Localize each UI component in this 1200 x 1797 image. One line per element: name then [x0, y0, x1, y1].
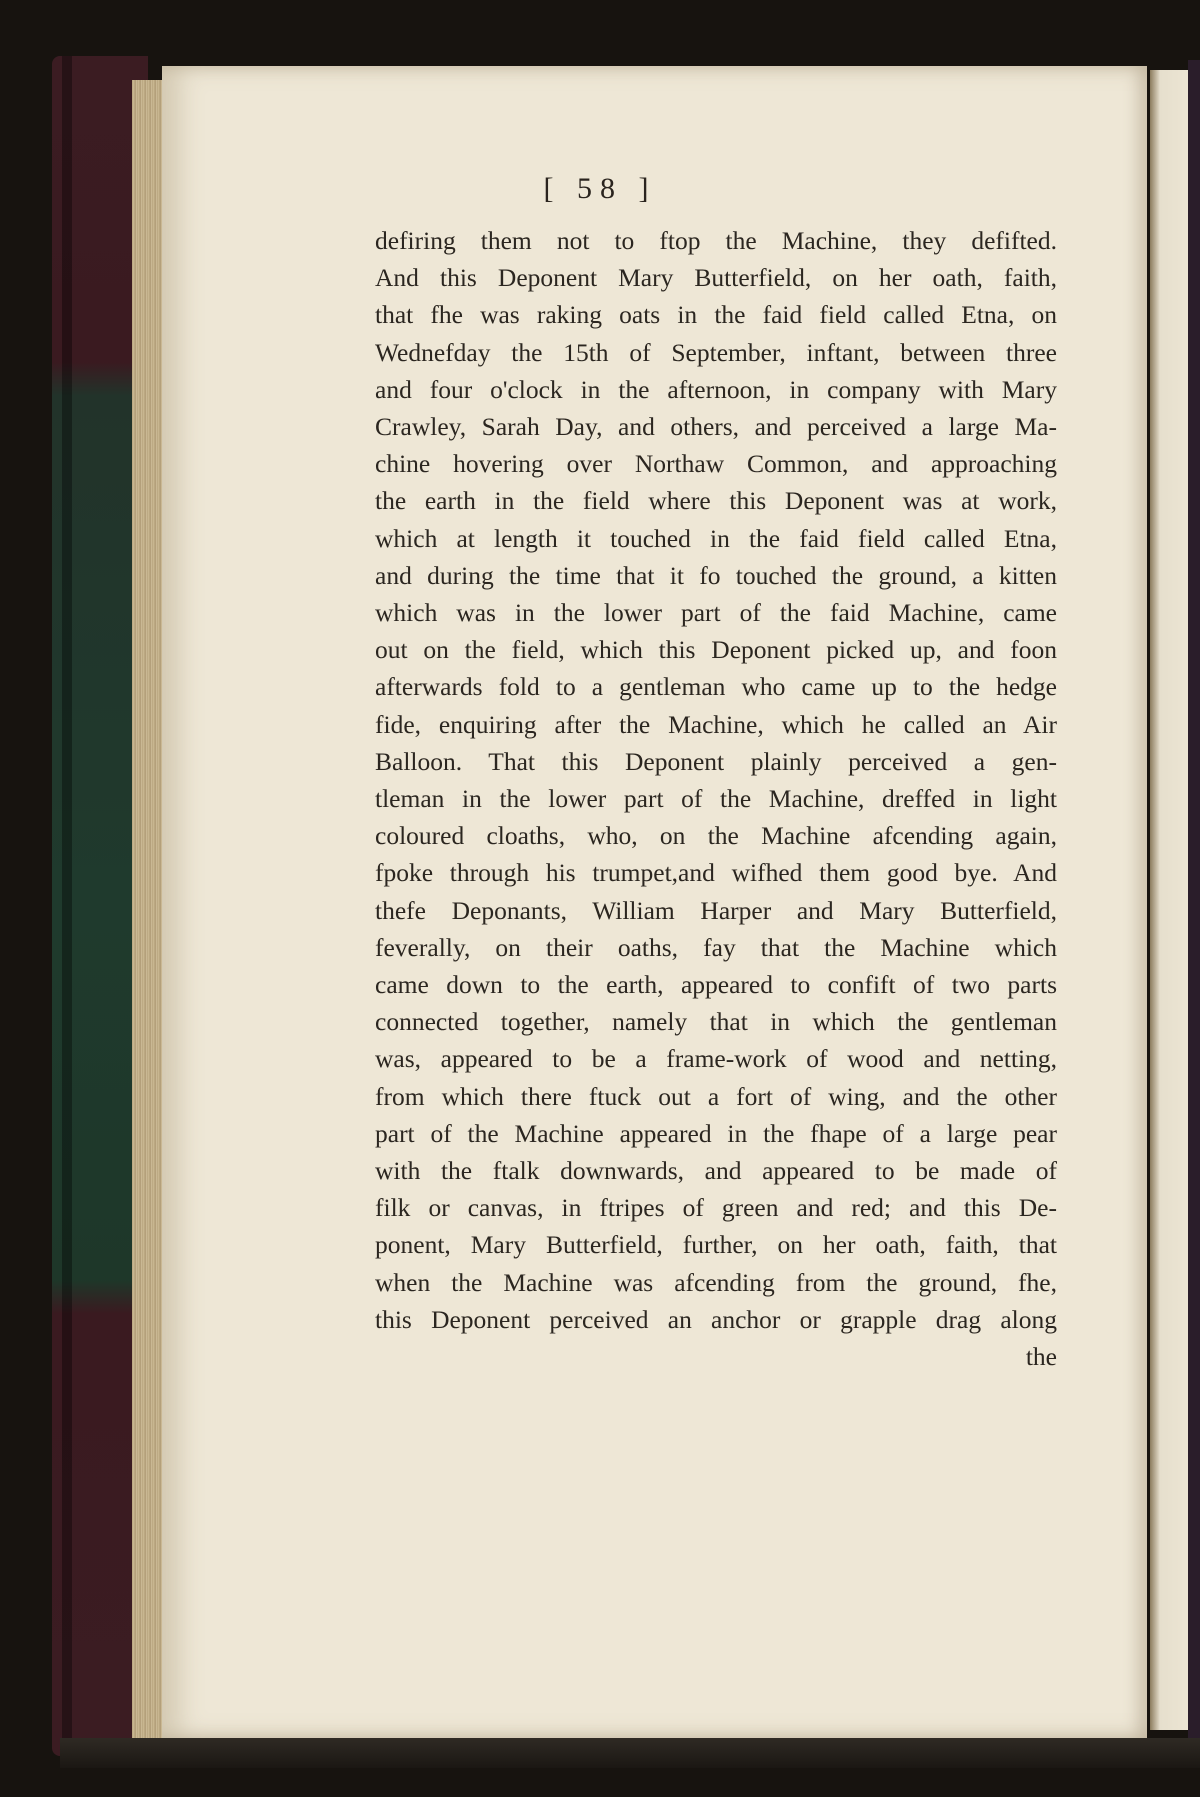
text-line: the earth in the field where this Deponent was at work, [375, 486, 1057, 516]
text-line: defiring them not to ftop the Machine, they defifted. [375, 226, 1057, 255]
text-line: ponent, Mary Butterfield, further, on her oath, faith, that [375, 1230, 1057, 1260]
text-line: thefe Deponants, William Harper and Mary Butterfield, [375, 895, 1057, 925]
text-line: this Deponent perceived an anchor or grapple drag along [375, 1304, 1057, 1334]
text-line: that fhe was raking oats in the faid field called Etna, on [375, 300, 1057, 330]
text-line: part of the Machine appeared in the fhape of a large pear [375, 1118, 1057, 1148]
book-bottom-edge [60, 1738, 1200, 1768]
text-line: And this Deponent Mary Butterfield, on her oath, faith, [375, 263, 1057, 293]
text-line: Wednefday the 15th of September, inftant, between three [375, 337, 1057, 367]
text-line: chine hovering over Northaw Common, and approaching [375, 449, 1057, 479]
text-line: afterwards fold to a gentleman who came up to the hedge [375, 672, 1057, 702]
text-line: fpoke through his trumpet,and wifhed them good bye. And [375, 858, 1057, 888]
text-line: Balloon. That this Deponent plainly perceived a gen- [375, 746, 1057, 776]
text-line: from which there ftuck out a fort of wing, and the other [375, 1081, 1057, 1111]
catchword: the [1025, 1342, 1057, 1372]
text-line: coloured cloaths, who, on the Machine afcending again, [375, 821, 1057, 851]
text-line: when the Machine was afcending from the ground, fhe, [375, 1267, 1057, 1297]
text-line: and four o'clock in the afternoon, in company with Mary [375, 374, 1057, 404]
text-line: connected together, namely that in which the gentleman [375, 1007, 1057, 1037]
facing-page-edge [1150, 70, 1190, 1730]
text-line: out on the field, which this Deponent picked up, and foon [375, 635, 1057, 665]
text-line: which was in the lower part of the faid Machine, came [375, 598, 1057, 628]
text-line: was, appeared to be a frame-work of wood and netting, [375, 1044, 1057, 1074]
text-line: feverally, on their oaths, fay that the Machine which [375, 932, 1057, 962]
text-line: tleman in the lower part of the Machine, dreffed in light [375, 784, 1057, 814]
text-line: with the ftalk downwards, and appeared to be made of [375, 1156, 1057, 1186]
text-line: came down to the earth, appeared to confift of two parts [375, 970, 1057, 1000]
text-line: filk or canvas, in ftripes of green and red; and this De- [375, 1193, 1057, 1223]
text-line: which at length it touched in the faid field called Etna, [375, 523, 1057, 553]
facing-cover [1188, 60, 1200, 1750]
page-body-text [375, 222, 1057, 1375]
page-number: [ 58 ] [543, 172, 657, 205]
text-line: and during the time that it fo touched the ground, a kitten [375, 560, 1057, 590]
text-line: fide, enquiring after the Machine, which he called an Air [375, 709, 1057, 739]
text-line: Crawley, Sarah Day, and others, and perceived a large Ma- [375, 412, 1057, 442]
